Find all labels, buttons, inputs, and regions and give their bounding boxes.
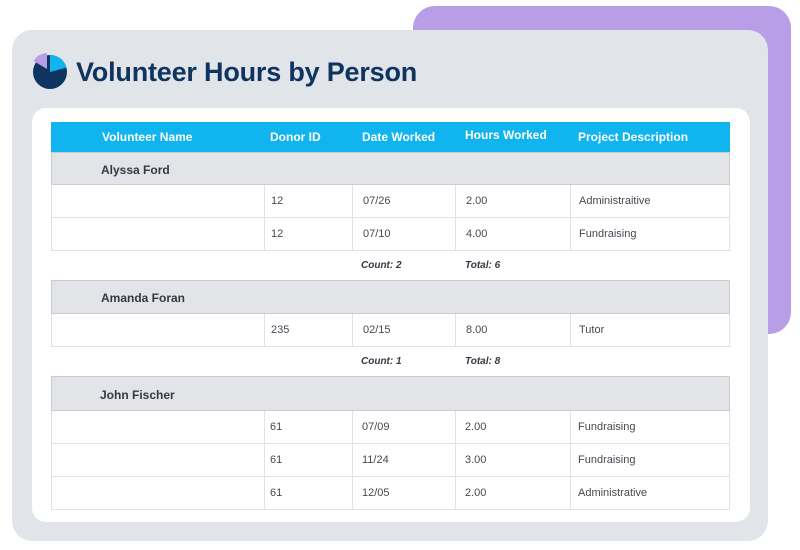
column-header-volunteer-name: Volunteer Name bbox=[102, 130, 193, 144]
project-cell: Fundraising bbox=[578, 421, 636, 433]
date-cell: 07/09 bbox=[362, 421, 390, 433]
count-label: Count: 1 bbox=[361, 356, 402, 367]
group-header-row bbox=[51, 376, 730, 411]
date-cell: 11/24 bbox=[362, 454, 389, 466]
date-cell: 07/26 bbox=[363, 195, 391, 207]
column-header-donor-id: Donor ID bbox=[270, 130, 321, 144]
table-row bbox=[51, 314, 730, 347]
hours-cell: 2.00 bbox=[465, 487, 487, 499]
donor-id-cell: 235 bbox=[271, 324, 290, 336]
donor-id-cell: 61 bbox=[270, 421, 283, 433]
pie-chart-icon bbox=[31, 52, 69, 90]
table-row bbox=[51, 185, 730, 218]
date-cell: 07/10 bbox=[363, 228, 391, 240]
total-label: Total: 8 bbox=[465, 356, 501, 367]
volunteer-name: Alyssa Ford bbox=[101, 163, 170, 177]
group-header-row bbox=[51, 152, 730, 185]
group-summary-row bbox=[51, 347, 730, 376]
date-cell: 02/15 bbox=[363, 324, 391, 336]
hours-cell: 3.00 bbox=[465, 454, 487, 466]
group-header-row bbox=[51, 280, 730, 314]
total-label: Total: 6 bbox=[465, 260, 501, 271]
project-cell: Administrative bbox=[578, 487, 648, 499]
date-cell: 12/05 bbox=[362, 487, 390, 499]
project-cell: Fundraising bbox=[578, 454, 636, 466]
table-row bbox=[51, 411, 730, 444]
table-row bbox=[51, 444, 730, 477]
table-row bbox=[51, 477, 730, 510]
project-cell: Tutor bbox=[579, 324, 605, 336]
hours-cell: 8.00 bbox=[466, 324, 488, 336]
group-summary-row bbox=[51, 251, 730, 280]
volunteer-hours-table bbox=[51, 122, 730, 510]
column-header-date-worked: Date Worked bbox=[362, 130, 436, 144]
hours-cell: 2.00 bbox=[466, 195, 488, 207]
volunteer-name: Amanda Foran bbox=[101, 291, 186, 305]
donor-id-cell: 61 bbox=[270, 487, 283, 499]
table-row bbox=[51, 218, 730, 251]
hours-cell: 4.00 bbox=[466, 228, 488, 240]
donor-id-cell: 61 bbox=[270, 454, 283, 466]
column-header-hours-worked: Hours Worked bbox=[465, 128, 547, 142]
project-cell: Fundraising bbox=[579, 228, 637, 240]
hours-cell: 2.00 bbox=[465, 421, 487, 433]
donor-id-cell: 12 bbox=[271, 228, 284, 240]
page-title: Volunteer Hours by Person bbox=[76, 57, 418, 87]
donor-id-cell: 12 bbox=[271, 195, 284, 207]
count-label: Count: 2 bbox=[361, 260, 402, 271]
column-header-project-description: Project Description bbox=[578, 130, 689, 144]
project-cell: Administraitive bbox=[579, 195, 651, 207]
table-header bbox=[51, 122, 730, 152]
volunteer-name: John Fischer bbox=[100, 388, 175, 402]
